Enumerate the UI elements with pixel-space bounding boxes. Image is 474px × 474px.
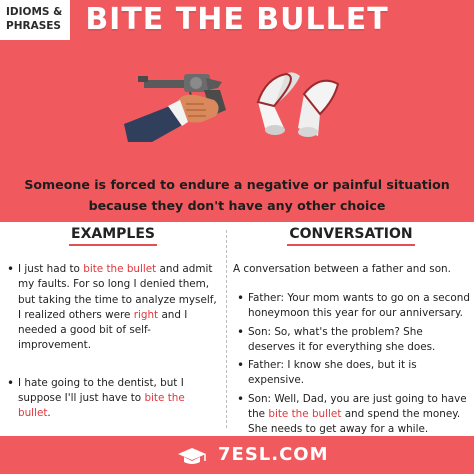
conversation-heading	[228, 226, 474, 246]
dialogue-line: Son: So, what's the problem? She deserves it for everything she does.	[248, 325, 436, 353]
examples-heading-text: EXAMPLES	[69, 226, 157, 246]
definition	[10, 174, 464, 216]
list-item	[236, 325, 470, 356]
word-highlight: right	[133, 308, 159, 321]
definition-line-1: Someone is forced to endure a negative or painful situation	[24, 177, 450, 192]
badge-line-1: IDIOMS &	[6, 6, 63, 18]
conversation-heading-text: CONVERSATION	[287, 226, 414, 246]
conversation-list	[236, 291, 470, 441]
examples-heading	[0, 226, 226, 246]
dialogue-line: and spend the money. She needs to get away for a while.	[248, 408, 461, 436]
list-item	[236, 291, 470, 322]
hand-icon	[124, 95, 219, 142]
example-text: I just had to	[18, 263, 84, 275]
list-item	[236, 392, 470, 438]
dialogue-line: Son: Well, Dad, you are just going to have the	[248, 392, 467, 421]
example-text: .	[47, 407, 51, 420]
example-text: and I needed a good bit of self-improvement.	[18, 308, 188, 352]
examples-list	[6, 262, 220, 444]
illustration	[108, 66, 368, 148]
idiom-highlight: bite the bullet	[268, 408, 342, 421]
column-divider	[226, 230, 227, 428]
idiom-highlight: bite the bullet	[83, 263, 157, 275]
dialogue-line: Father: Your mom wants to go on a second honeymoon this year for our anniversary.	[248, 292, 470, 320]
idiom-highlight: bite the bullet	[18, 392, 185, 420]
list-item	[6, 376, 220, 422]
list-item	[6, 262, 220, 354]
example-text: and admit my faults. For so long I denied them, but taking the time to analyze myself, I realized others were	[18, 263, 217, 321]
conversation-intro: A conversation between a father and son.	[233, 263, 451, 275]
dialogue-line: Father: I know she does, but it is expensive.	[248, 359, 417, 387]
badge-line-2: PHRASES	[6, 20, 61, 32]
example-text: I hate going to the dentist, but I suppose I'll just have to	[18, 376, 184, 405]
page-title: BITE THE BULLET	[85, 2, 389, 37]
list-item	[236, 358, 470, 389]
definition-line-2: because they don't have any other choice	[88, 198, 386, 213]
bullet-icon	[258, 72, 338, 137]
site-logo[interactable]: 7ESL.COM	[218, 444, 329, 465]
